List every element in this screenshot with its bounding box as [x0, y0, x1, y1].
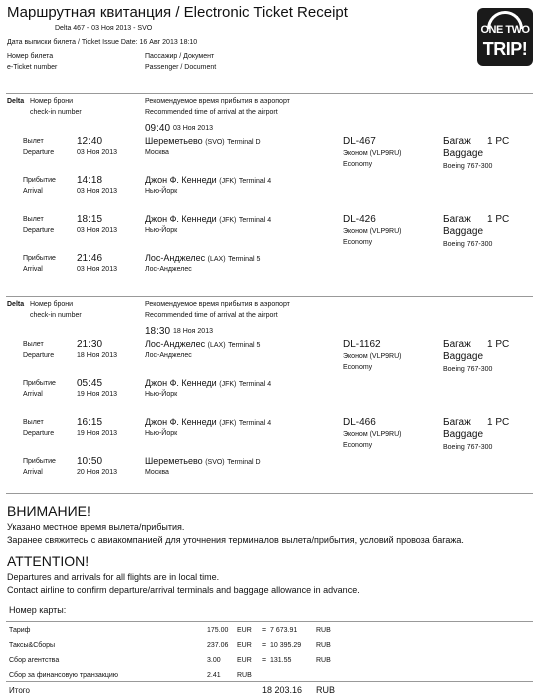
- arrival-airport: [145, 378, 271, 388]
- flight-number: DL-426: [343, 214, 376, 225]
- economy-label-ru: Эконом: [343, 353, 368, 360]
- fare-currency: EUR: [237, 627, 252, 634]
- arrival-date: 03 Ноя 2013: [77, 188, 117, 195]
- fare-equals: =: [262, 657, 267, 664]
- page-title: Маршрутная квитанция / Electronic Ticket Receipt: [7, 4, 348, 21]
- arrival-date: 20 Ноя 2013: [77, 469, 117, 476]
- passenger-label-en: Passenger / Document: [145, 64, 217, 71]
- fare-currency: RUB: [237, 672, 252, 679]
- arrival-time: 14:18: [77, 175, 103, 186]
- trip-divider: [6, 93, 533, 94]
- departure-label-ru: Вылет: [23, 216, 44, 223]
- arrival-label-ru: Прибытие: [23, 255, 56, 262]
- arrival-label-ru: Прибытие: [23, 177, 56, 184]
- departure-time: 12:40: [77, 136, 103, 147]
- attention-ru-line2: Заранее свяжитесь с авиакомпанией для уточнения терминалов вылета/прибытия, условий провоза багажа.: [7, 535, 464, 545]
- arrival-term: Terminal 5: [228, 256, 261, 263]
- fare-class: [343, 150, 402, 157]
- fare-amount: 175.00: [207, 627, 229, 634]
- fare-equals: =: [262, 627, 267, 634]
- departure-date: 18 Ноя 2013: [77, 352, 117, 359]
- arrival-term: Terminal D: [227, 459, 261, 466]
- baggage-allowance: 1 PC: [487, 214, 510, 225]
- departure-code: (JFK): [219, 217, 237, 224]
- economy-label-en: Economy: [343, 442, 373, 449]
- economy-label-ru: Эконом: [343, 150, 368, 157]
- departure-city: Нью-Йорк: [145, 430, 178, 437]
- departure-label-ru: Вылет: [23, 341, 44, 348]
- departure-airport: [145, 136, 261, 146]
- arrival-airport: [145, 253, 260, 263]
- recommended-label-en: Recommended time of arrival at the airport: [145, 109, 278, 116]
- economy-label-en: Economy: [343, 239, 373, 246]
- departure-date: 03 Ноя 2013: [77, 227, 117, 234]
- arrival-city: Нью-Йорк: [145, 188, 178, 195]
- arrival-label-en: Arrival: [23, 188, 43, 195]
- fare-label: Тариф: [9, 627, 31, 634]
- fare-basis: (VLP9RU): [369, 431, 402, 438]
- arrival-city: Лос-Анджелес: [145, 266, 192, 273]
- onetwotrip-logo: [477, 8, 533, 66]
- aircraft-type: Boeing 767-300: [443, 366, 493, 373]
- departure-term: Terminal 4: [238, 217, 272, 224]
- arrival-time: 05:45: [77, 378, 103, 389]
- fare-basis: (VLP9RU): [369, 353, 402, 360]
- baggage-allowance: 1 PC: [487, 417, 510, 428]
- total-divider: [6, 681, 533, 682]
- departure-airport: Джон Ф. Кеннеди: [145, 417, 217, 427]
- trips-end-divider: [6, 493, 533, 494]
- flight-number: DL-466: [343, 417, 376, 428]
- arrival-city: Нью-Йорк: [145, 391, 178, 398]
- logo-line1: ONE TWO: [480, 24, 530, 36]
- recommended-time: 18:30: [145, 326, 171, 337]
- fare-rub-currency: RUB: [316, 642, 331, 649]
- arrival-label-en: Arrival: [23, 266, 43, 273]
- fare-equals: =: [262, 642, 267, 649]
- departure-time: 18:15: [77, 214, 103, 225]
- fare-basis: (VLP9RU): [369, 150, 402, 157]
- aircraft-type: Boeing 767-300: [443, 241, 493, 248]
- departure-city: Нью-Йорк: [145, 227, 178, 234]
- recommended-time: 09:40: [145, 123, 171, 134]
- ticket-subtitle: Delta 467 - 03 Ноя 2013 - SVO: [55, 25, 153, 32]
- attention-en-line2: Contact airline to confirm departure/arrival terminals and baggage allowance in advance.: [7, 585, 360, 595]
- departure-airport: [145, 214, 271, 224]
- arrival-label-en: Arrival: [23, 469, 43, 476]
- baggage-label-ru: Багаж: [443, 136, 471, 147]
- arrival-airport: [145, 456, 261, 466]
- departure-code: (LAX): [207, 342, 226, 349]
- trip-divider: [6, 296, 533, 297]
- economy-label-ru: Эконом: [343, 228, 368, 235]
- eticket-number-label: e-Ticket number: [7, 64, 58, 71]
- baggage-label-en: Baggage: [443, 226, 484, 237]
- flight-number: DL-467: [343, 136, 376, 147]
- baggage-label-ru: Багаж: [443, 214, 471, 225]
- departure-code: (SVO): [205, 139, 225, 146]
- checkin-number-label: check-in number: [30, 312, 82, 319]
- fare-amount: 2.41: [207, 672, 221, 679]
- attention-ru-heading: ВНИМАНИЕ!: [7, 503, 91, 519]
- economy-label-en: Economy: [343, 364, 373, 371]
- fare-rub-currency: RUB: [316, 657, 331, 664]
- departure-label-ru: Вылет: [23, 419, 44, 426]
- issue-date: Дата выписки билета / Ticket Issue Date: 16 Авг 2013 18:10: [7, 39, 198, 46]
- fare-basis: (VLP9RU): [369, 228, 402, 235]
- departure-city: Москва: [145, 149, 169, 156]
- arrival-label-en: Arrival: [23, 391, 43, 398]
- fare-class: [343, 228, 402, 235]
- arrival-airport: Джон Ф. Кеннеди: [145, 378, 217, 388]
- baggage-label-ru: Багаж: [443, 339, 471, 350]
- checkin-number-label: check-in number: [30, 109, 82, 116]
- card-number-label: Номер карты:: [9, 605, 67, 615]
- baggage-label-en: Baggage: [443, 429, 484, 440]
- total-label: Итого: [9, 686, 30, 695]
- flight-number: DL-1162: [343, 339, 381, 350]
- recommended-label-ru: Рекомендуемое время прибытия в аэропорт: [145, 98, 290, 105]
- arrival-city: Москва: [145, 469, 169, 476]
- departure-city: Лос-Анджелес: [145, 352, 192, 359]
- logo-line2: TRIP!: [482, 39, 528, 59]
- booking-number-label: Номер брони: [30, 301, 74, 308]
- departure-date: 19 Ноя 2013: [77, 430, 117, 437]
- airline-name: Delta: [7, 301, 25, 308]
- arrival-label-ru: Прибытие: [23, 458, 56, 465]
- fare-label: Таксы&Сборы: [9, 642, 56, 649]
- attention-ru-line1: Указано местное время вылета/прибытия.: [7, 522, 185, 532]
- arrival-time: 21:46: [77, 253, 103, 264]
- arrival-term: Terminal 4: [238, 381, 272, 388]
- departure-term: Terminal D: [227, 139, 261, 146]
- total-value: 18 203.16: [262, 685, 303, 695]
- departure-airport: Джон Ф. Кеннеди: [145, 214, 217, 224]
- fare-label: Сбор агентства: [9, 657, 60, 664]
- arrival-code: (SVO): [205, 459, 225, 466]
- total-currency: RUB: [316, 685, 336, 695]
- fare-rub-currency: RUB: [316, 627, 331, 634]
- arrival-label-ru: Прибытие: [23, 380, 56, 387]
- attention-en-heading: ATTENTION!: [7, 553, 90, 569]
- departure-label-en: Departure: [23, 149, 55, 156]
- arrival-date: 03 Ноя 2013: [77, 266, 117, 273]
- departure-term: Terminal 4: [238, 420, 272, 427]
- aircraft-type: Boeing 767-300: [443, 444, 493, 451]
- fare-class: [343, 353, 402, 360]
- recommended-label-en: Recommended time of arrival at the airport: [145, 312, 278, 319]
- baggage-label-en: Baggage: [443, 351, 484, 362]
- arrival-code: (JFK): [219, 381, 237, 388]
- departure-airport: Шереметьево: [145, 136, 203, 146]
- recommended-label-ru: Рекомендуемое время прибытия в аэропорт: [145, 301, 290, 308]
- arrival-airport: Шереметьево: [145, 456, 203, 466]
- departure-time: 21:30: [77, 339, 103, 350]
- departure-label-en: Departure: [23, 352, 55, 359]
- departure-date: 03 Ноя 2013: [77, 149, 117, 156]
- economy-label-ru: Эконом: [343, 431, 368, 438]
- aircraft-type: Boeing 767-300: [443, 163, 493, 170]
- departure-airport: Лос-Анджелес: [145, 339, 206, 349]
- economy-label-en: Economy: [343, 161, 373, 168]
- departure-airport: [145, 417, 271, 427]
- fare-amount: 3.00: [207, 657, 221, 664]
- fare-class: [343, 431, 402, 438]
- baggage-label-ru: Багаж: [443, 417, 471, 428]
- arrival-airport: Джон Ф. Кеннеди: [145, 175, 217, 185]
- ticket-number-label: Номер билета: [7, 53, 54, 60]
- fare-amount: 237.06: [207, 642, 229, 649]
- fare-rub-amount: 131.55: [270, 657, 292, 664]
- arrival-date: 19 Ноя 2013: [77, 391, 117, 398]
- baggage-allowance: 1 PC: [487, 136, 510, 147]
- fare-label: Сбор за финансовую транзакцию: [9, 672, 119, 679]
- attention-en-line1: Departures and arrivals for all flights are in local time.: [7, 572, 220, 582]
- departure-time: 16:15: [77, 417, 103, 428]
- arrival-airport: [145, 175, 271, 185]
- arrival-airport: Лос-Анджелес: [145, 253, 206, 263]
- airline-name: Delta: [7, 98, 25, 105]
- passenger-label: Пассажир / Документ: [145, 53, 215, 60]
- departure-label-ru: Вылет: [23, 138, 44, 145]
- departure-term: Terminal 5: [228, 342, 261, 349]
- arrival-code: (JFK): [219, 178, 237, 185]
- departure-label-en: Departure: [23, 430, 55, 437]
- fare-currency: EUR: [237, 642, 252, 649]
- fare-rub-amount: 10 395.29: [270, 642, 302, 649]
- fare-currency: EUR: [237, 657, 252, 664]
- baggage-label-en: Baggage: [443, 148, 484, 159]
- arrival-time: 10:50: [77, 456, 103, 467]
- departure-airport: [145, 339, 260, 349]
- baggage-allowance: 1 PC: [487, 339, 510, 350]
- recommended-date: 03 Ноя 2013: [173, 125, 213, 132]
- departure-code: (JFK): [219, 420, 237, 427]
- booking-number-label: Номер брони: [30, 98, 74, 105]
- recommended-date: 18 Ноя 2013: [173, 328, 213, 335]
- arrival-code: (LAX): [207, 256, 226, 263]
- departure-label-en: Departure: [23, 227, 55, 234]
- arrival-term: Terminal 4: [238, 178, 272, 185]
- fare-rub-amount: 7 673.91: [270, 627, 298, 634]
- fares-divider: [6, 621, 533, 622]
